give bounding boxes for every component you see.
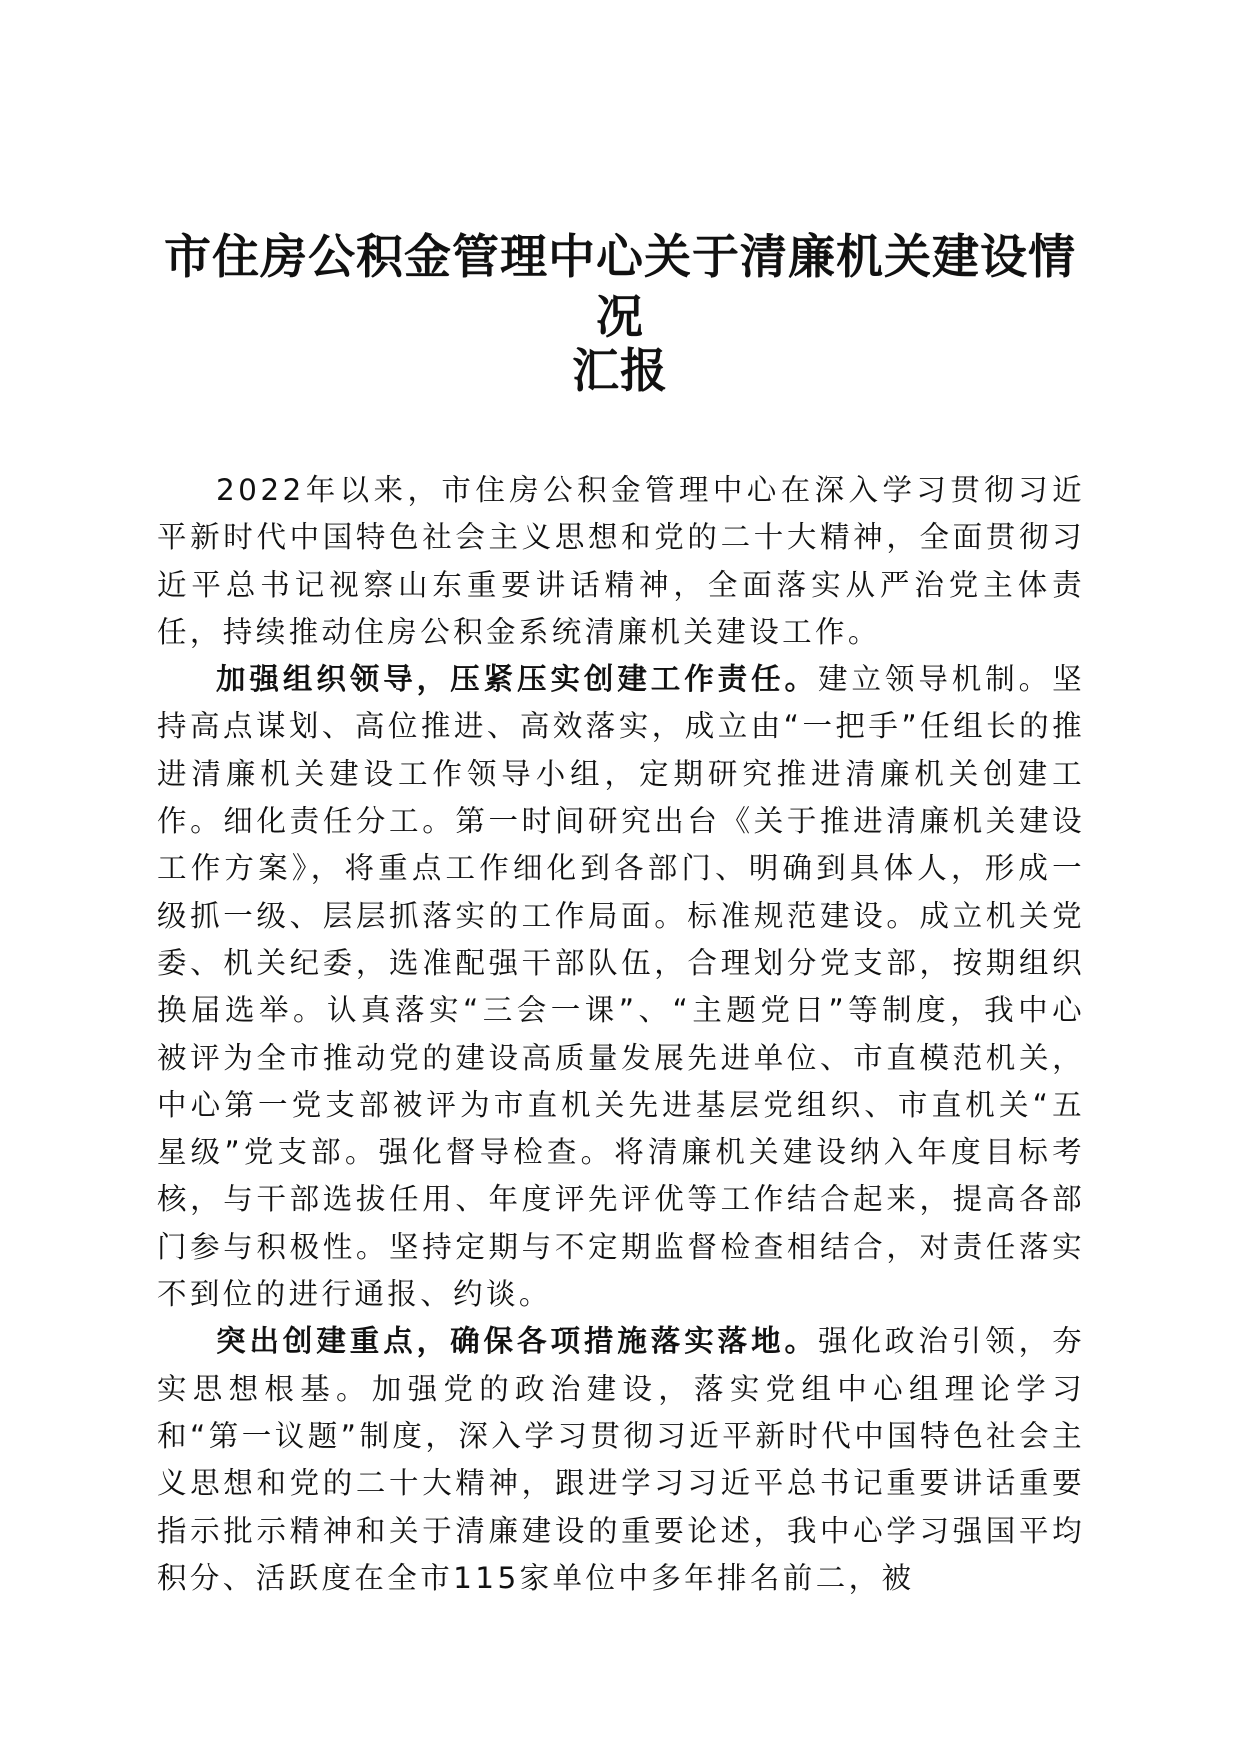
paragraph-lead-heading: 突出创建重点，确保各项措施落实落地。 (216, 1324, 818, 1359)
document-title-line-2: 汇报 (572, 344, 668, 399)
paragraph-organization-leadership (157, 656, 1085, 1318)
paragraph-lead-heading: 加强组织领导，压紧压实创建工作责任。 (216, 662, 818, 697)
paragraph-text: 2022年以来，市住房公积金管理中心在深入学习贯彻习近平新时代中国特色社会主义思想和党的二十大精神，全面贯彻习近平总书记视察山东重要讲话精神，全面落实从严治党主体责任，持续推动住房公积金系统清廉机关建设工作。 (157, 473, 1085, 649)
paragraph-intro (157, 467, 1085, 656)
paragraph-text: 强化政治引领，夯实思想根基。加强党的政治建设，落实党组中心组理论学习和“第一议题”制度，深入学习贯彻习近平新时代中国特色社会主义思想和党的二十大精神，跟进学习习近平总书记重要讲话重要指示批示精神和关于清廉建设的重要论述，我中心学习强国平均积分、活跃度在全市115家单位中多年排名前二，被 (157, 1324, 1086, 1595)
document-title-line-1: 市住房公积金管理中心关于清廉机关建设情况 (164, 230, 1076, 345)
paragraph-creation-focus (157, 1318, 1085, 1602)
document-body (157, 467, 1085, 1602)
paragraph-text: 建立领导机制。坚持高点谋划、高位推进、高效落实，成立由“一把手”任组长的推进清廉机关建设工作领导小组，定期研究推进清廉机关创建工作。细化责任分工。第一时间研究出台《关于推进清廉机关建设工作方案》，将重点工作细化到各部门、明确到具体人，形成一级抓一级、层层抓落实的工作局面。标准规范建设。成立机关党委、机关纪委，选准配强干部队伍，合理划分党支部，按期组织换届选举。认真落实“三会一课”、“主题党日”等制度，我中心被评为全市推动党的建设高质量发展先进单位、市直模范机关，中心第一党支部被评为市直机关先进基层党组织、市直机关“五星级”党支部。强化督导检查。将清廉机关建设纳入年度目标考核，与干部选拔任用、年度评先评优等工作结合起来，提高各部门参与积极性。坚持定期与不定期监督检查相结合，对责任落实不到位的进行通报、约谈。 (157, 662, 1086, 1312)
